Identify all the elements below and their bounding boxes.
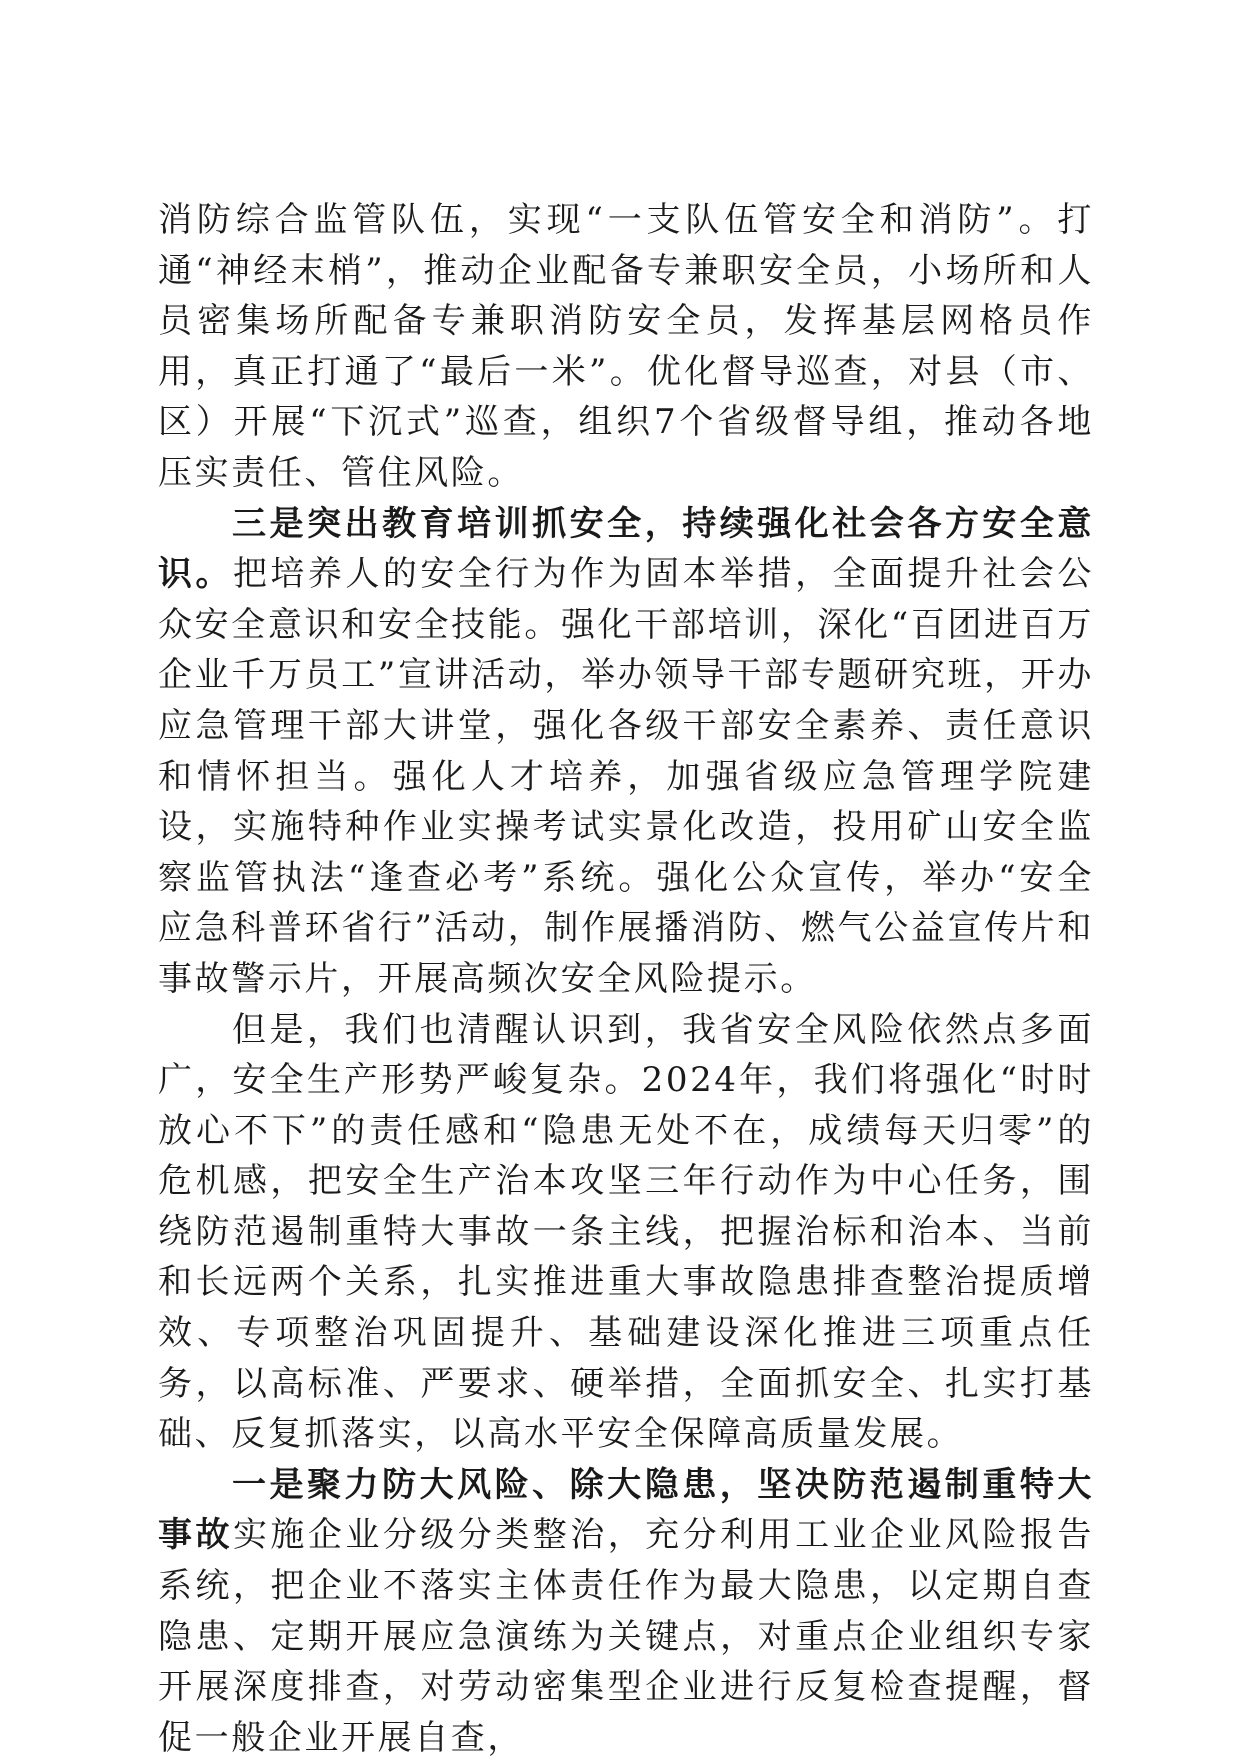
paragraph-4-text: 实施企业分级分类整治，充分利用工业企业风险报告系统，把企业不落实主体责任作为最大隐患，以定期自查隐患、定期开展应急演练为关键点，对重点企业组织专家开展深度排查，对劳动密集型企业进行反复检查提醒，督促一般企业开展自查， xyxy=(158,1515,1094,1758)
paragraph-2-text: 把培养人的安全行为作为固本举措，全面提升社会公众安全意识和安全技能。强化干部培训，深化“百团进百万企业千万员工”宣讲活动，举办领导干部专题研究班，开办应急管理干部大讲堂，强化各级干部安全素养、责任意识和情怀担当。强化人才培养，加强省级应急管理学院建设，实施特种作业实操考试实景化改造，投用矿山安全监察监管执法“逢查必考”系统。强化公众宣传，举办“安全应急科普环省行”活动，制作展播消防、燃气公益宣传片和事故警示片，开展高频次安全风险提示。 xyxy=(158,554,1094,999)
paragraph-3 xyxy=(158,1005,1094,1460)
paragraph-2 xyxy=(158,499,1094,1005)
paragraph-4-heading: 一是聚力防大风险、除大隐患，坚决防范遏制重特大事故 xyxy=(158,1464,1094,1556)
paragraph-1-text: 消防综合监管队伍，实现“一支队伍管安全和消防”。打通“神经末梢”，推动企业配备专兼职安全员，小场所和人员密集场所配备专兼职消防安全员，发挥基层网格员作用，真正打通了“最后一米”。优化督导巡查，对县（市、区）开展“下沉式”巡查，组织7个省级督导组，推动各地压实责任、管住风险。 xyxy=(158,200,1094,493)
paragraph-4 xyxy=(158,1460,1094,1763)
paragraph-1 xyxy=(158,195,1094,499)
document-body xyxy=(158,195,1094,1763)
paragraph-2-heading: 三是突出教育培训抓安全，持续强化社会各方安全意识。 xyxy=(158,503,1094,595)
paragraph-3-text: 但是，我们也清醒认识到，我省安全风险依然点多面广，安全生产形势严峻复杂。2024年，我们将强化“时时放心不下”的责任感和“隐患无处不在，成绩每天归零”的危机感，把安全生产治本攻坚三年行动作为中心任务，围绕防范遏制重特大事故一条主线，把握治标和治本、当前和长远两个关系，扎实推进重大事故隐患排查整治提质增效、专项整治巩固提升、基础建设深化推进三项重点任务，以高标准、严要求、硬举措，全面抓安全、扎实打基础、反复抓落实，以高水平安全保障高质量发展。 xyxy=(158,1009,1094,1455)
